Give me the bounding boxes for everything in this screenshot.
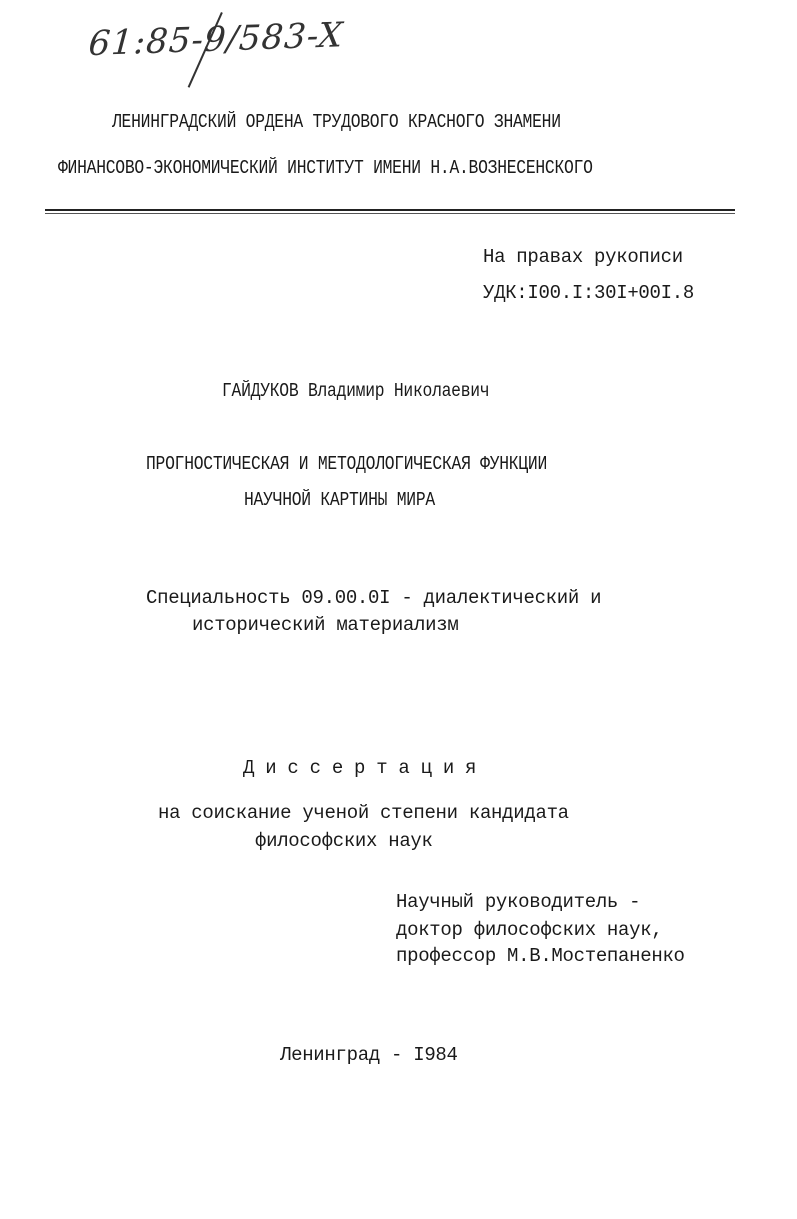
supervisor-line-3: профессор М.В.Мостепаненко [396, 945, 685, 967]
title-line-1: ПРОГНОСТИЧЕСКАЯ И МЕТОДОЛОГИЧЕСКАЯ ФУНКЦИИ [146, 453, 548, 475]
author-given-names: Владимир Николаевич [307, 380, 490, 402]
title-line-2: НАУЧНОЙ КАРТИНЫ МИРА [244, 489, 435, 511]
place-year: Ленинград - I984 [280, 1044, 458, 1066]
specialty-line-2: исторический материализм [192, 614, 459, 636]
institute-line-1: ЛЕНИНГРАДСКИЙ ОРДЕНА ТРУДОВОГО КРАСНОГО ЗНАМЕНИ [112, 111, 561, 133]
supervisor-line-2: доктор философских наук, [396, 919, 663, 941]
thesis-label: Д и с с е р т а ц и я [243, 757, 477, 779]
author-surname: ГАЙДУКОВ [222, 380, 299, 402]
thesis-degree-line-1: на соискание ученой степени кандидата [158, 802, 569, 824]
manuscript-rights: На правах рукописи [483, 246, 683, 268]
thesis-degree-line-2: философских наук [255, 830, 433, 852]
supervisor-line-1: Научный руководитель - [396, 891, 641, 913]
specialty-line-1: Специальность 09.00.0I - диалектический и [146, 587, 602, 609]
header-divider-thin [45, 213, 735, 214]
header-divider [45, 209, 735, 211]
handwritten-archive-number: 61:85-9/583-X [87, 15, 345, 65]
udc-code: УДК:I00.I:30I+00I.8 [483, 282, 694, 304]
author-name [222, 379, 489, 403]
institute-line-2: ФИНАНСОВО-ЭКОНОМИЧЕСКИЙ ИНСТИТУТ ИМЕНИ Н.А.ВОЗНЕСЕНСКОГО [58, 157, 593, 179]
